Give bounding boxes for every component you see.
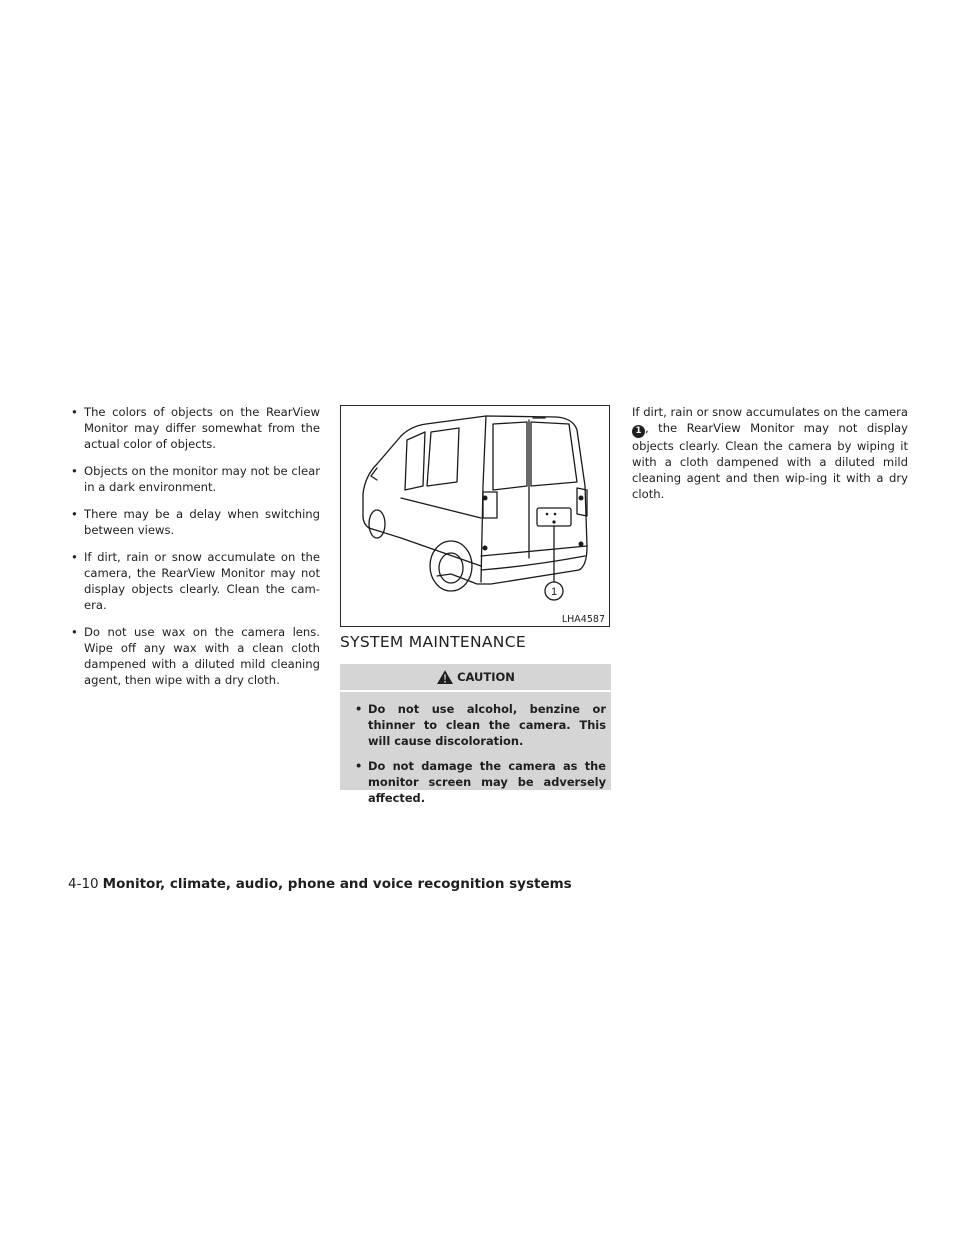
bullet-item: • There may be a delay when switching between views. [68,506,320,538]
warning-triangle-icon [436,669,454,685]
van-drawing [341,406,609,626]
caution-title: CAUTION [457,670,515,684]
caution-box [340,664,611,805]
page-footer [68,876,572,892]
page-number: 4-10 [68,876,99,892]
section-heading: SYSTEM MAINTENANCE [340,633,526,651]
figure-code: LHA4587 [561,614,605,625]
bullet-item: • If dirt, rain or snow accumulate on the camera, the RearView Monitor may not display objects clearly. Clean the cam-era. [68,549,320,613]
paragraph-text: If dirt, rain or snow accumulates on the camera [632,405,908,419]
chapter-title: Monitor, climate, audio, phone and voice recognition systems [102,876,572,892]
paragraph-text: , the RearView Monitor may not display objects clearly. Clean the camera by wiping it with a cloth dampened with a diluted mild cleaning agent and then wip-ing it with a dry cloth. [632,421,908,501]
callout-number-icon: 1 [632,425,645,438]
bullet-item: • The colors of objects on the RearView Monitor may differ somewhat from the actual color of objects. [68,404,320,452]
maintenance-paragraph [632,404,908,502]
van-rear-camera-illustration [340,405,610,627]
callout-label: 1 [550,586,558,598]
caution-list [340,692,611,806]
left-column [68,404,320,699]
caution-item: • Do not use alcohol, benzine or thinner to clean the camera. This will cause discoloration. [354,701,606,749]
caution-header [340,664,611,692]
bullet-item: • Do not use wax on the camera lens. Wipe off any wax with a clean cloth dampened with a diluted mild cleaning agent, then wipe with a dry cloth. [68,624,320,688]
rearview-notes-list [68,404,320,688]
caution-item: • Do not damage the camera as the monitor screen may be adversely affected. [354,758,606,806]
bullet-item: • Objects on the monitor may not be clear in a dark environment. [68,463,320,495]
